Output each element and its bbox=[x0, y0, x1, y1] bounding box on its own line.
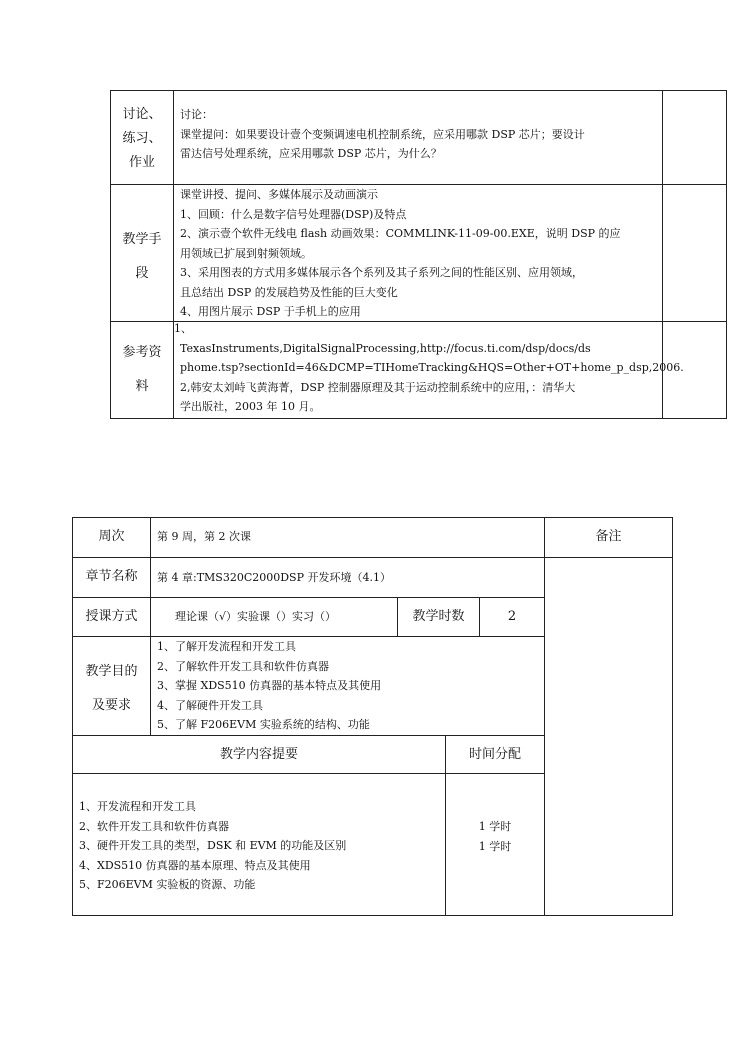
week-value: 第 9 周，第 2 次课 bbox=[157, 530, 251, 543]
methods-line: 2、演示壹个软件无线电 flash 动画效果：COMMLINK-11-09-00.EXE，说明 DSP 的应 bbox=[180, 227, 621, 240]
goals-label bbox=[73, 655, 150, 723]
goals-label-line: 及要求 bbox=[91, 698, 131, 713]
methods-label bbox=[111, 223, 173, 291]
mode-label: 授课方式 bbox=[85, 609, 138, 624]
methods-label-line: 段 bbox=[135, 266, 149, 281]
references-label-line: 料 bbox=[135, 379, 149, 394]
goals-content-cell bbox=[150, 636, 545, 736]
discussion-remarks-cell bbox=[662, 90, 727, 185]
content-body-cell bbox=[72, 773, 446, 916]
remarks-header-cell bbox=[544, 517, 673, 558]
mode-value: 理论课（√）实验课（）实习（） bbox=[175, 610, 337, 623]
week-value-cell bbox=[150, 517, 545, 558]
discussion-content-cell bbox=[173, 90, 663, 185]
discussion-label bbox=[111, 103, 173, 175]
discussion-label-cell bbox=[110, 90, 174, 185]
references-content-cell bbox=[173, 321, 684, 419]
methods-label-line: 教学手 bbox=[122, 232, 162, 247]
goal-item: 1、了解开发流程和开发工具 bbox=[157, 640, 296, 653]
chapter-value-cell bbox=[150, 557, 545, 598]
remarks-column-cell bbox=[544, 557, 673, 916]
week-label-cell bbox=[72, 517, 151, 558]
references-remarks-cell bbox=[662, 321, 727, 419]
methods-line: 且总结出 DSP 的发展趋势及性能的巨大变化 bbox=[180, 285, 398, 299]
discussion-label-line: 讨论、 bbox=[122, 107, 162, 122]
content-item: 3、硬件开发工具的类型，DSK 和 EVM 的功能及区别 bbox=[79, 839, 347, 852]
hours-value-cell bbox=[479, 597, 545, 637]
goal-item: 4、了解硬件开发工具 bbox=[157, 698, 263, 712]
methods-content bbox=[180, 185, 621, 322]
hours-label-cell bbox=[397, 597, 480, 637]
discussion-label-line: 作业 bbox=[128, 155, 155, 170]
discussion-line: 讨论： bbox=[180, 108, 213, 121]
time-header: 时间分配 bbox=[468, 747, 521, 762]
time-list bbox=[446, 817, 544, 856]
references-line: 1、 bbox=[174, 322, 192, 335]
content-item: 5、F206EVM 实验板的资源、功能 bbox=[79, 878, 256, 891]
content-header-cell bbox=[72, 735, 446, 774]
mode-label-cell bbox=[72, 597, 151, 637]
goal-item: 2、了解软件开发工具和软件仿真器 bbox=[157, 659, 329, 673]
content-list bbox=[79, 797, 346, 895]
chapter-label: 章节名称 bbox=[85, 569, 138, 584]
week-label: 周次 bbox=[98, 529, 125, 544]
time-item: 1 学时 bbox=[478, 820, 512, 833]
time-body-cell bbox=[445, 773, 545, 916]
references-label-line: 参考资 bbox=[122, 345, 162, 360]
discussion-line: 雷达信号处理系统，应采用哪款 DSP 芯片，为什么？ bbox=[180, 147, 442, 160]
content-header: 教学内容提要 bbox=[219, 747, 298, 762]
hours-value: 2 bbox=[507, 609, 517, 624]
methods-label-cell bbox=[110, 184, 174, 322]
discussion-line: 课堂提问：如果要设计壹个变频调速电机控制系统，应采用哪款 DSP 芯片；要设计 bbox=[180, 127, 585, 141]
chapter-label-cell bbox=[72, 557, 151, 598]
references-line: TexasInstruments,DigitalSignalProcessing,http://focus.ti.com/dsp/docs/ds bbox=[180, 341, 591, 355]
methods-remarks-cell bbox=[662, 184, 727, 322]
goal-item: 5、了解 F206EVM 实验系统的结构、功能 bbox=[157, 718, 370, 731]
content-item: 1、开发流程和开发工具 bbox=[79, 800, 196, 813]
hours-label: 教学时数 bbox=[412, 609, 465, 624]
discussion-content bbox=[180, 105, 585, 164]
references-content bbox=[174, 319, 684, 417]
goals-list bbox=[157, 637, 381, 735]
methods-content-cell bbox=[173, 184, 663, 322]
mode-value-cell bbox=[150, 597, 398, 637]
time-header-cell bbox=[445, 735, 545, 774]
methods-line: 4、用图片展示 DSP 于手机上的应用 bbox=[180, 305, 361, 318]
chapter-value: 第 4 章:TMS320C2000DSP 开发环境（4.1） bbox=[157, 571, 391, 584]
time-item: 1 学时 bbox=[478, 839, 512, 853]
methods-line: 3、采用图表的方式用多媒体展示各个系列及其子系列之间的性能区别、应用领域， bbox=[180, 266, 583, 279]
goal-item: 3、掌握 XDS510 仿真器的基本特点及其使用 bbox=[157, 679, 382, 692]
references-line: 学出版社，2003 年 10 月。 bbox=[180, 400, 321, 413]
references-line: 2,韩安太刘峙飞黄海菁，DSP 控制器原理及其于运动控制系统中的应用，：清华大 bbox=[180, 380, 576, 394]
methods-line: 课堂讲授、提问、多媒体展示及动画演示 bbox=[180, 188, 378, 201]
references-label-cell bbox=[110, 321, 174, 419]
goals-label-cell bbox=[72, 636, 151, 736]
goals-label-line: 教学目的 bbox=[85, 664, 138, 679]
methods-line: 1、回顾：什么是数字信号处理器(DSP)及特点 bbox=[180, 207, 407, 221]
content-item: 2、软件开发工具和软件仿真器 bbox=[79, 819, 229, 833]
discussion-label-line: 练习、 bbox=[122, 131, 162, 146]
methods-line: 用领域已扩展到射频领域。 bbox=[180, 246, 312, 260]
remarks-header: 备注 bbox=[595, 529, 622, 544]
references-label bbox=[111, 336, 173, 404]
content-item: 4、XDS510 仿真器的基本原理、特点及其使用 bbox=[79, 858, 311, 872]
references-line: phome.tsp?sectionId=46&DCMP=TIHomeTracking&HQS=Other+OT+home_p_dsp,2006. bbox=[180, 361, 684, 374]
